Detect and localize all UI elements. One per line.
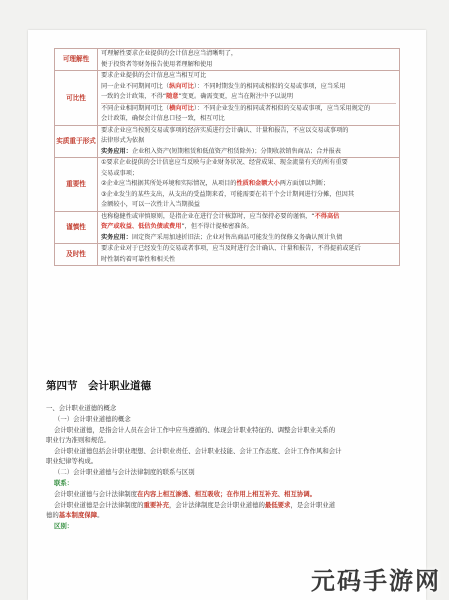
section-line: （一）会计职业道德的概念 <box>54 415 131 423</box>
description-line <box>101 82 396 93</box>
text-segment: ”变更。确需变更，应当在附注中予以说明 <box>178 93 294 100</box>
principle-description <box>98 158 400 212</box>
table-row <box>55 125 400 158</box>
text-segment: ”，但不得计提秘密准备。 <box>181 223 253 230</box>
text-segment: 同一企业不同期间可比（ <box>101 82 170 90</box>
text-segment: 两方面加以判断； <box>279 180 330 187</box>
highlight-text: 横向可比 <box>169 104 194 112</box>
table-row <box>55 71 400 126</box>
highlight-text: 纵向可比 <box>169 82 194 90</box>
principle-description <box>98 125 400 158</box>
principle-description <box>98 71 400 126</box>
text-segment: 一致的会计政策，不得“ <box>101 93 167 100</box>
section-line: 一、会计职业道德的概念 <box>46 404 117 412</box>
description-line: ①要求企业提供的会计信息应当反映与企业财务状况、经营成果、现金流量有关的所有重要 <box>101 159 348 166</box>
section-line: 会计职业道德包括会计职业理想、会计职业责任、会计职业技能、会计工作态度、会计工作作风和会计 <box>54 447 342 455</box>
description-line: 会计政策，确保会计信息口径一致，相互可比 <box>101 115 225 122</box>
section-line: 德的基本制度保障。 <box>46 511 104 519</box>
principle-description <box>98 49 400 71</box>
description-line <box>101 233 396 244</box>
text-segment: 不同企业相同期间可比（ <box>101 104 170 112</box>
description-line: 便于投资者等财务报告使用者理解和使用 <box>101 60 213 68</box>
section-line-connection: 联系： <box>54 479 74 487</box>
section-line <box>54 489 414 499</box>
principle-term: 重要性 <box>55 158 98 212</box>
text-segment: 企业租入资产(短期租赁和低值资产租赁除外)；分期收款销售商品；合并报表 <box>131 147 341 155</box>
highlight-text: 不得高估 <box>314 212 340 220</box>
highlight-text: 性质和金额大小 <box>236 180 280 187</box>
section-title: 第四节 会计职业道德 <box>46 380 151 392</box>
table-row <box>55 49 400 71</box>
description-line <box>101 147 396 158</box>
text-segment: ②企业应当根据其所处环境和实际情况，从项目的 <box>101 180 237 187</box>
highlight-text: 随意 <box>166 93 179 100</box>
table-row <box>55 211 400 244</box>
section-line: （二）会计职业道德与会计法律制度的联系与区别 <box>54 468 195 476</box>
text-segment: 固定资产采用加速折旧法；企业对售出商品可能发生的保修义务确认预计负债 <box>131 233 343 241</box>
description-line: 时性制约着可靠性和相关性 <box>101 255 176 263</box>
description-line: ③企业发生的某些支出，从支出的受益期来看，可能需要在若干个会计期间进行分摊，但因其 <box>101 190 355 198</box>
section-line <box>54 500 414 510</box>
description-line <box>101 92 396 103</box>
description-line: 法律形式为依据 <box>101 137 145 144</box>
text-segment: ）：不同时期发生的相同或相似的交易或事项，应当采用 <box>193 82 346 90</box>
text-segment: 也称稳健性或审慎原则，是指企业在进行会计核算时，应当保持必要的谨慎，“ <box>101 212 315 220</box>
description-line <box>101 179 396 190</box>
description-line: 可理解性要求企业提供的会计信息应当清晰明了， <box>101 50 238 57</box>
highlight-text: 资产或收益、低估负债或费用 <box>101 223 182 230</box>
document-page <box>28 30 426 600</box>
description-line: 要求企业应当按照交易或事项的经济实质进行会计确认、计量和报告，不应以交易或事项的 <box>101 126 349 134</box>
section-line: 职业纪律等构成。 <box>46 457 98 465</box>
principle-term: 可理解性 <box>55 49 98 71</box>
principle-term: 及时性 <box>55 244 98 266</box>
description-line: 交易或事项； <box>101 169 139 177</box>
principle-term: 可比性 <box>55 71 98 126</box>
table-row <box>55 244 400 266</box>
description-line <box>101 222 396 233</box>
table-row <box>55 158 400 212</box>
connection-sentence-2: 会计职业道德是会计法律制度的重要补充，会计法律制度是会计职业道德的最低要求，是会计职业道 <box>54 501 336 509</box>
description-line: 要求企业提供的会计信息应当相互可比 <box>101 72 207 79</box>
description-line: 金额较小，可以一次性计入当期损益 <box>101 201 200 208</box>
principle-description <box>98 211 400 244</box>
description-line <box>101 103 396 115</box>
text-segment: 实务应用： <box>101 233 132 241</box>
section-line: 职业行为准则和规范。 <box>46 436 110 444</box>
accounting-principles-table <box>54 48 400 266</box>
section-line-difference: 区别： <box>54 522 74 530</box>
text-segment: ）：不同企业发生的相同或者相似的交易或事项，应当采用规定的 <box>193 104 371 112</box>
principle-term: 实质重于形式 <box>55 125 98 158</box>
text-segment: 实务应用： <box>101 147 132 155</box>
connection-sentence-1: 会计职业道德与会计法律制度在内容上相互渗透、相互吸收；在作用上相互补充、相互协调。 <box>54 490 317 498</box>
site-watermark-logo: 元码手游网 <box>311 567 441 595</box>
section-line: 会计职业道德，是指会计人员在会计工作中应当遵循的、体现会计职业特征的、调整会计职业关系的 <box>54 426 336 434</box>
description-line <box>101 212 396 223</box>
principle-description <box>98 244 400 266</box>
principle-term: 谨慎性 <box>55 211 98 244</box>
description-line: 要求企业对于已经发生的交易或者事项，应当及时进行会计确认、计量和报告，不得提前或延后 <box>101 245 361 252</box>
